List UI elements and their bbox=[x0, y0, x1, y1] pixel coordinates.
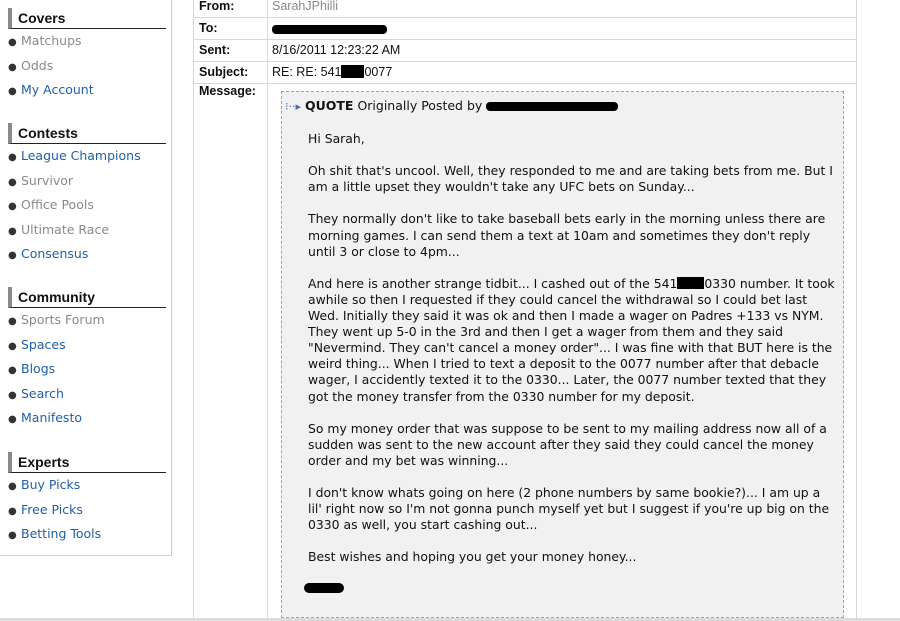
section-title-covers: Covers bbox=[8, 8, 166, 29]
redaction-signature bbox=[304, 583, 344, 593]
link-search[interactable]: Search bbox=[21, 385, 64, 401]
sidebar-item-office-pools[interactable] bbox=[8, 193, 166, 218]
sidebar-item-ultimate-race[interactable] bbox=[8, 218, 166, 243]
redaction-quote-author bbox=[486, 102, 618, 111]
subject-prefix: RE: RE: 541 bbox=[272, 65, 342, 79]
link-my-account[interactable]: My Account bbox=[21, 82, 94, 98]
subject-value bbox=[267, 62, 861, 83]
quote-body bbox=[308, 131, 836, 582]
body-greeting: Hi Sarah, bbox=[308, 131, 365, 146]
sidebar-item-survivor[interactable] bbox=[8, 169, 166, 194]
quote-header bbox=[285, 98, 618, 114]
bullet-icon: ● bbox=[8, 365, 17, 377]
body-paragraph-3-a: And here is another strange tidbit... I cashed out of the 541 bbox=[308, 275, 678, 291]
body-paragraph-1: Oh shit that's uncool. Well, they responded to me and are taking bets from me. But I am a little upset they wouldn't take any UFC bets on Sunday... bbox=[308, 163, 833, 195]
from-row bbox=[194, 0, 856, 18]
link-consensus[interactable]: Consensus bbox=[21, 246, 89, 262]
from-label: From: bbox=[199, 0, 235, 13]
link-matchups[interactable]: Matchups bbox=[21, 33, 82, 48]
sidebar-item-consensus[interactable] bbox=[8, 242, 166, 267]
body-paragraph-5: I don't know whats going on here (2 phone numbers by same bookie?)... I am up a lil' right now so I'm not gonna punch myself yet but I suggest if you're up big on the 0330 as well, you start cashing out... bbox=[308, 485, 830, 533]
body-paragraph-6: Best wishes and hoping you get your money honey... bbox=[308, 549, 637, 565]
body-paragraph-3-b: 0330 number. It took awhile so then I requested if they could cancel the withdrawal so I could bet last Wed. Initially they said it was ok and then I made a wager on Padres +133 vs NYM. They went up 5-0 in the 3rd and then I get a wager from them and they said "Nevermind. They can't cancel a money order"... I was fine with that BUT here is the weird thing... When I tried to text a deposit to the 0077 number after that debacle wager, I accidently texted it to the 0330... Later, the 0077 number texted that they got the money transfer from the 0330 number for my deposit. bbox=[308, 275, 835, 404]
link-betting-tools[interactable]: Betting Tools bbox=[21, 526, 102, 542]
sidebar-item-blogs[interactable] bbox=[8, 357, 166, 382]
sidebar-item-my-account[interactable] bbox=[8, 78, 166, 103]
section-title-experts: Experts bbox=[8, 452, 166, 473]
link-spaces[interactable]: Spaces bbox=[21, 336, 66, 352]
sidebar-item-odds[interactable] bbox=[8, 54, 166, 79]
redaction-subject bbox=[341, 65, 364, 78]
link-sports-forum[interactable]: Sports Forum bbox=[21, 312, 105, 327]
bullet-icon: ● bbox=[8, 505, 17, 517]
link-survivor[interactable]: Survivor bbox=[21, 172, 74, 188]
column-divider bbox=[267, 84, 268, 621]
message-panel bbox=[193, 0, 857, 621]
sidebar-item-search[interactable] bbox=[8, 382, 166, 407]
sidebar-section-contests bbox=[8, 123, 166, 267]
from-value: SarahJPhilli bbox=[267, 0, 861, 17]
sent-value: 8/16/2011 12:23:22 AM bbox=[267, 40, 861, 61]
bullet-icon: ● bbox=[8, 316, 17, 327]
quote-posted-by: Originally Posted by bbox=[357, 98, 483, 113]
message-label: Message: bbox=[199, 84, 256, 98]
link-free-picks[interactable]: Free Picks bbox=[21, 501, 83, 517]
subject-label: Subject: bbox=[199, 65, 249, 79]
link-office-pools[interactable]: Office Pools bbox=[21, 197, 94, 213]
subject-row bbox=[194, 62, 856, 84]
redaction-phone bbox=[677, 277, 704, 289]
sidebar bbox=[0, 0, 172, 556]
link-league-champions[interactable]: League Champions bbox=[21, 148, 141, 163]
bullet-icon: ● bbox=[8, 225, 17, 237]
sidebar-section-community bbox=[8, 287, 166, 431]
bullet-icon: ● bbox=[8, 250, 17, 262]
bullet-icon: ● bbox=[8, 340, 17, 352]
sidebar-item-league-champions[interactable] bbox=[8, 144, 166, 169]
quote-arrow-icon: ⁝··▸ bbox=[285, 100, 302, 113]
subject-suffix: 0077 bbox=[364, 65, 393, 79]
redaction-to bbox=[272, 25, 387, 34]
to-value bbox=[267, 18, 861, 39]
sidebar-item-betting-tools[interactable] bbox=[8, 522, 166, 547]
sidebar-section-covers bbox=[8, 8, 166, 103]
link-blogs[interactable]: Blogs bbox=[21, 361, 56, 377]
link-manifesto[interactable]: Manifesto bbox=[21, 410, 82, 426]
sidebar-item-free-picks[interactable] bbox=[8, 498, 166, 523]
sent-row bbox=[194, 40, 856, 62]
sidebar-section-experts bbox=[8, 452, 166, 547]
sidebar-item-sports-forum[interactable] bbox=[8, 308, 166, 333]
link-buy-picks[interactable]: Buy Picks bbox=[21, 477, 81, 492]
body-paragraph-3 bbox=[308, 276, 836, 405]
bullet-icon: ● bbox=[8, 389, 17, 401]
section-title-contests: Contests bbox=[8, 123, 166, 144]
body-paragraph-4: So my money order that was suppose to be sent to my mailing address now all of a sudden was sent to the new account after they said they could cancel the money order and my bet was winning... bbox=[308, 420, 827, 468]
link-odds[interactable]: Odds bbox=[21, 57, 54, 73]
body-paragraph-2: They normally don't like to take baseball bets early in the morning unless there are morning games. I can send them a text at 10am and sometimes they don't reply until 3 or close to 4pm... bbox=[308, 211, 826, 259]
bullet-icon: ● bbox=[8, 176, 17, 188]
bullet-icon: ● bbox=[8, 530, 17, 542]
bullet-icon: ● bbox=[8, 61, 17, 73]
section-title-community: Community bbox=[8, 287, 166, 308]
sidebar-item-buy-picks[interactable] bbox=[8, 473, 166, 498]
quote-label: QUOTE bbox=[305, 98, 354, 113]
to-row bbox=[194, 18, 856, 40]
bullet-icon: ● bbox=[8, 37, 17, 48]
sent-label: Sent: bbox=[199, 43, 231, 57]
bullet-icon: ● bbox=[8, 481, 17, 492]
sidebar-item-spaces[interactable] bbox=[8, 333, 166, 358]
link-ultimate-race[interactable]: Ultimate Race bbox=[21, 221, 110, 237]
sidebar-item-matchups[interactable] bbox=[8, 29, 166, 54]
quote-box bbox=[281, 91, 844, 618]
to-label: To: bbox=[199, 21, 218, 35]
sidebar-item-manifesto[interactable] bbox=[8, 406, 166, 431]
bullet-icon: ● bbox=[8, 201, 17, 213]
bullet-icon: ● bbox=[8, 152, 17, 163]
bullet-icon: ● bbox=[8, 86, 17, 98]
bullet-icon: ● bbox=[8, 414, 17, 426]
